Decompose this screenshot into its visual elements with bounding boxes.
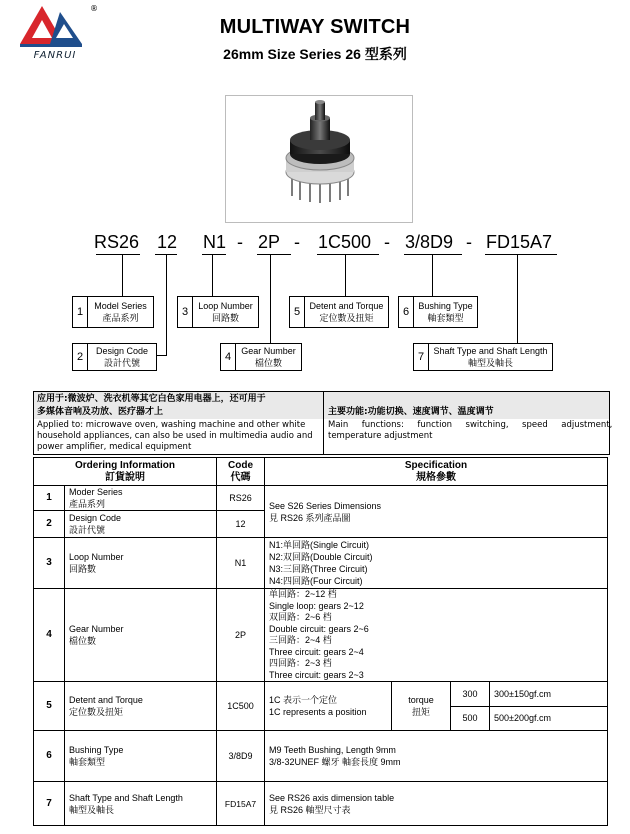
table-row: 4 Gear Number 檔位數 2P 单回路：2~12 档 Single loop: gears 2~12 双回路：2~6 档 Double circuit: gears 2~6 三回路：2~4 档 Three circuit: gears 2~4 四回路：2~3 档 Three circuit: gears 2~3 [34, 589, 608, 682]
application-en-1: Applied to: microwave oven, washing machine and other white [37, 420, 306, 430]
application-box [33, 391, 613, 455]
application-en-2: household appliances, can also be used in multimedia audio and [37, 431, 313, 441]
code-dash: - [384, 232, 390, 252]
application-zh-2: 多媒体音响及功放、医疗器才上 [37, 407, 164, 417]
code-dash: - [237, 232, 243, 252]
code-dash: - [294, 232, 300, 252]
product-photo [225, 95, 413, 223]
code-series: RS26 [94, 232, 140, 252]
table-row: 3 Loop Number 回路數 N1 N1:单回路(Single Circuit) N2:双回路(Double Circuit) N3:三回路(Three Circuit) N4:四回路(Four Circuit) [34, 538, 608, 589]
function-en-2: temperature adjustment [328, 431, 433, 441]
table-header: Ordering Information 訂貨說明 Code 代碼 Specification 規格參數 [34, 458, 608, 486]
callout-shaft-type: 7 Shaft Type and Shaft Length 軸型及軸長 [413, 343, 553, 371]
logo-text: FANRUI [33, 50, 77, 61]
rotary-switch-image [226, 96, 412, 222]
function-zh: 主要功能:功能切换、速度调节、温度调节 [328, 407, 494, 417]
code-detent: 1C500 [318, 232, 372, 252]
code-shaft: FD15A7 [486, 232, 553, 252]
page-title: MULTIWAY SWITCH [219, 16, 411, 38]
application-zh-1: 应用于:微波炉、洗衣机等其它白色家用电器上，还可用于 [37, 394, 266, 404]
callout-design-code: 2 Design Code 設計代號 [72, 343, 157, 371]
table-row: 5 Detent and Torque 定位數及扭矩 1C500 1C 表示一个定位 1C represents a position torque 扭矩 300 300±150gf.cm 500 500±200gf.cm [34, 682, 608, 731]
table-row: 7 Shaft Type and Shaft Length 軸型及軸長 FD15A7 See RS26 axis dimension table 見 RS26 軸型尺寸表 [34, 782, 608, 826]
callout-gear-number: 4 Gear Number 檔位數 [220, 343, 302, 371]
page-subtitle: 26mm Size Series 26 型系列 [223, 46, 407, 62]
table-row: 1 Moder Series 產品系列 RS26 See S26 Series Dimensions 見 RS26 系列產品圖 [34, 486, 608, 511]
code-design: 12 [157, 232, 178, 252]
callout-loop-number: 3 Loop Number 回路數 [177, 296, 259, 328]
function-en-1: Main functions: function switching, speed adjustment, [328, 420, 613, 430]
callout-bushing-type: 6 Bushing Type 軸套類型 [398, 296, 478, 328]
callout-detent-torque: 5 Detent and Torque 定位數及扭矩 [289, 296, 389, 328]
code-dash: - [466, 232, 472, 252]
table-row: 2 Design Code 設計代號 12 [34, 511, 608, 538]
callout-model-series: 1 Model Series 產品系列 [72, 296, 154, 328]
application-en-3: power amplifier, medical equipment [37, 442, 192, 452]
code-gear: 2P [258, 232, 281, 252]
table-row: 6 Bushing Type 軸套類型 3/8D9 M9 Teeth Bushing, Length 9mm 3/8-32UNEF 螺牙 軸套長度 9mm [34, 731, 608, 782]
code-loop: N1 [203, 232, 227, 252]
specification-table [33, 457, 608, 826]
code-bushing: 3/8D9 [405, 232, 454, 252]
torque-subtable: 1C 表示一个定位 1C represents a position torque 扭矩 300 300±150gf.cm 500 500±200gf.cm [265, 682, 607, 730]
registered-mark: ® [90, 4, 98, 13]
